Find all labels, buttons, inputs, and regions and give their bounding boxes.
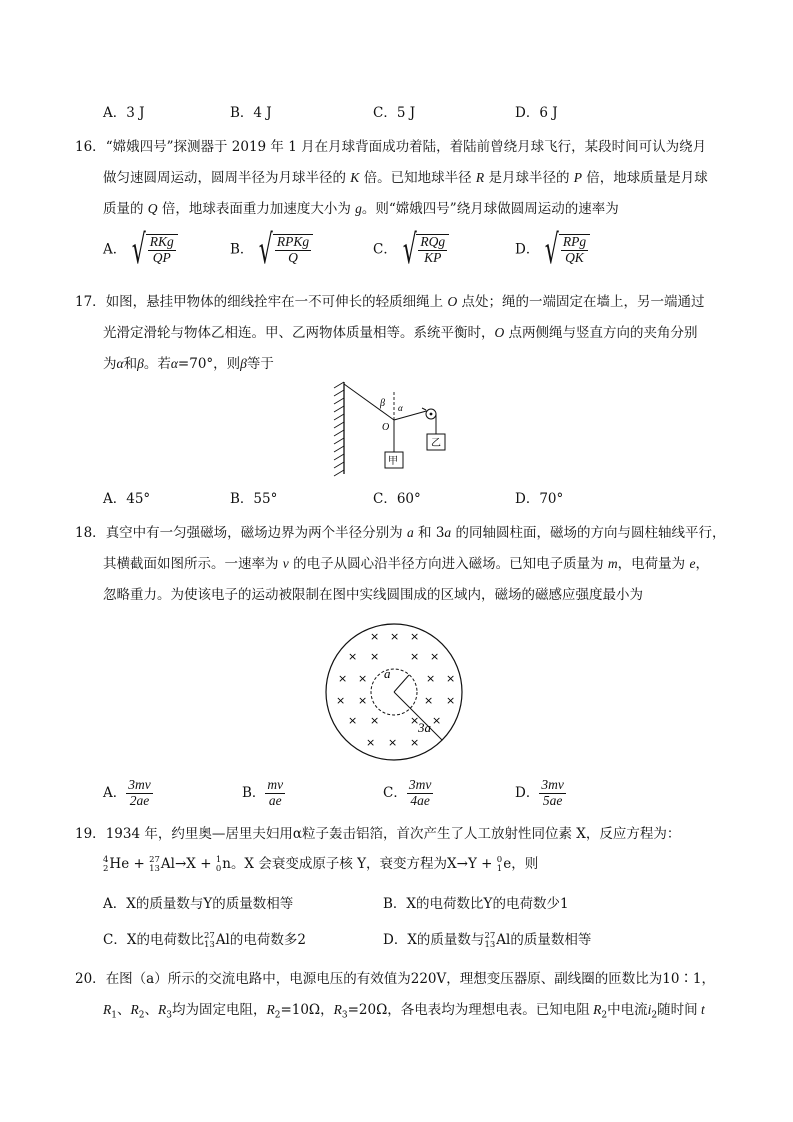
q16-option-a: A． √ $\frac{\text{RKg}}{QP}$ <box>103 230 178 270</box>
q18-option-a: A． $\frac{3mv}{2ae}$ <box>103 777 151 808</box>
field-cross: × <box>370 630 380 643</box>
q18-figure <box>322 620 466 764</box>
q16-stem-line3: 质量的 Q 倍，地球表面重力加速度大小为 g。则“嫦娥四号”绕月球做圆周运动的速率为 <box>103 201 619 217</box>
field-cross: × <box>410 736 420 749</box>
field-cross: × <box>348 714 358 727</box>
field-cross: × <box>336 694 346 707</box>
wall <box>334 382 344 476</box>
q16-option-d: D． √ $\frac{\text{RPg}}{QK}$ <box>515 230 590 270</box>
field-cross: × <box>370 650 380 663</box>
field-cross: × <box>432 714 442 727</box>
q20-stem-line1: 20．在图（a）所示的交流电路中，电源电压的有效值为220V，理想变压器原、副线圈的匝数比为10∶1， <box>75 971 716 987</box>
q16-option-b: B． √ $\frac{\text{RPKg}}{Q}$ <box>230 230 313 270</box>
field-cross: × <box>358 672 368 685</box>
q17-option-b: B．55° <box>230 491 278 507</box>
q16-stem-line2: 做匀速圆周运动，圆周半径为月球半径的 K 倍。已知地球半径 R 是月球半径的 P 倍，地球质量是月球 <box>103 170 708 186</box>
q17-option-d: D．70° <box>515 491 564 507</box>
field-cross: × <box>410 630 420 643</box>
q18-option-b: B． $\frac{mv}{ae}$ <box>242 777 284 808</box>
q18-stem-line1: 18．真空中有一匀强磁场，磁场边界为两个半径分别为 a 和 3a 的同轴圆柱面，磁场的方向与圆柱轴线平行， <box>75 525 726 541</box>
q19-option-a: A．X的质量数与Y的质量数相等 <box>103 896 294 912</box>
field-cross: × <box>338 672 348 685</box>
q18-stem-line2: 其横截面如图所示。一速率为 v 的电子从圆心沿半径方向进入磁场。已知电子质量为 m，电荷量为 e， <box>103 556 709 572</box>
q15-option-d: D．6 J <box>515 105 558 121</box>
q16-option-c: C． √ $\frac{\text{RQg}}{KP}$ <box>373 230 449 270</box>
field-cross: × <box>446 694 456 707</box>
field-cross: × <box>366 736 376 749</box>
q19-option-b: B．X的电荷数比Y的电荷数少1 <box>383 896 569 912</box>
q17-stem-line1: 17．如图，悬挂甲物体的细线拴牢在一不可伸长的轻质细绳上 O 点处；绳的一端固定在墙上，另一端通过 <box>75 294 705 310</box>
field-cross: × <box>410 650 420 663</box>
q17-figure <box>330 378 460 478</box>
q19-option-d: D．X的质量数与 27 13 Al的质量数相等 <box>383 931 592 950</box>
q15-option-b: B．4 J <box>230 105 272 121</box>
q17-option-a: A．45° <box>103 491 151 507</box>
q18-number: 18． <box>75 525 106 541</box>
q19-number: 19． <box>75 826 106 842</box>
q17-stem-line2: 光滑定滑轮与物体乙相连。甲、乙两物体质量相等。系统平衡时，O 点两侧绳与竖直方向的夹角分别 <box>103 325 698 341</box>
field-cross: × <box>388 736 398 749</box>
q17-number: 17． <box>75 294 106 310</box>
radius-a <box>394 675 409 692</box>
field-cross: × <box>446 672 456 685</box>
q18-option-d: D． $\frac{3mv}{5ae}$ <box>515 777 564 808</box>
q19-stem-line1: 19．1934 年，约里奥—居里夫妇用α粒子轰击铝箔，首次产生了人工放射性同位素 X，反应方程为： <box>75 826 681 842</box>
q20-number: 20． <box>75 971 106 987</box>
label-yi: 乙 <box>431 438 441 449</box>
field-cross: × <box>424 694 434 707</box>
field-cross: × <box>390 630 400 643</box>
q16-number: 16． <box>75 139 106 155</box>
q18-stem-line3: 忽略重力。为使该电子的运动被限制在图中实线圆围成的区域内，磁场的磁感应强度最小为 <box>103 587 643 603</box>
q19-equation: 4 2 He + 27 13 Al→X + 1 0 n。X 会衰变成原子核 Y，衰变方程为X→Y + 0 1 e，则 <box>103 855 539 874</box>
q17-stem-line3: 为α和β。若α=70°，则β等于 <box>103 356 274 372</box>
q15-option-c: C．5 J <box>373 105 416 121</box>
field-cross: × <box>410 714 420 727</box>
field-cross: × <box>370 714 380 727</box>
label-jia: 甲 <box>388 456 398 467</box>
rope-left <box>344 384 394 420</box>
q16-stem-line1: 16．“嫦娥四号”探测器于 2019 年 1 月在月球背面成功着陆，着陆前曾绕月球飞行，某段时间可认为绕月 <box>75 139 707 155</box>
label-a: a <box>384 666 391 681</box>
q19-option-c: C．X的电荷数比 27 13 Al的电荷数多2 <box>103 931 306 950</box>
label-beta: β <box>380 398 385 409</box>
label-O: O <box>382 422 390 433</box>
q17-option-c: C．60° <box>373 491 421 507</box>
field-cross: × <box>430 650 440 663</box>
label-alpha: α <box>398 403 403 413</box>
q15-option-a: A．3 J <box>103 105 145 121</box>
field-cross: × <box>348 650 358 663</box>
field-cross: × <box>426 672 436 685</box>
q18-option-c: C． $\frac{3mv}{4ae}$ <box>383 777 432 808</box>
field-cross: × <box>358 694 368 707</box>
label-3a: 3a <box>418 720 431 735</box>
q20-stem-line2: $R_1$、$R_2$、$R_3$均为固定电阻，$R_2=10\Omega$，$R_3=20\Omega$，各电表均为理想电表。已知电阻 $R_2$中电流$i_2$随时间 t <box>103 1002 705 1021</box>
